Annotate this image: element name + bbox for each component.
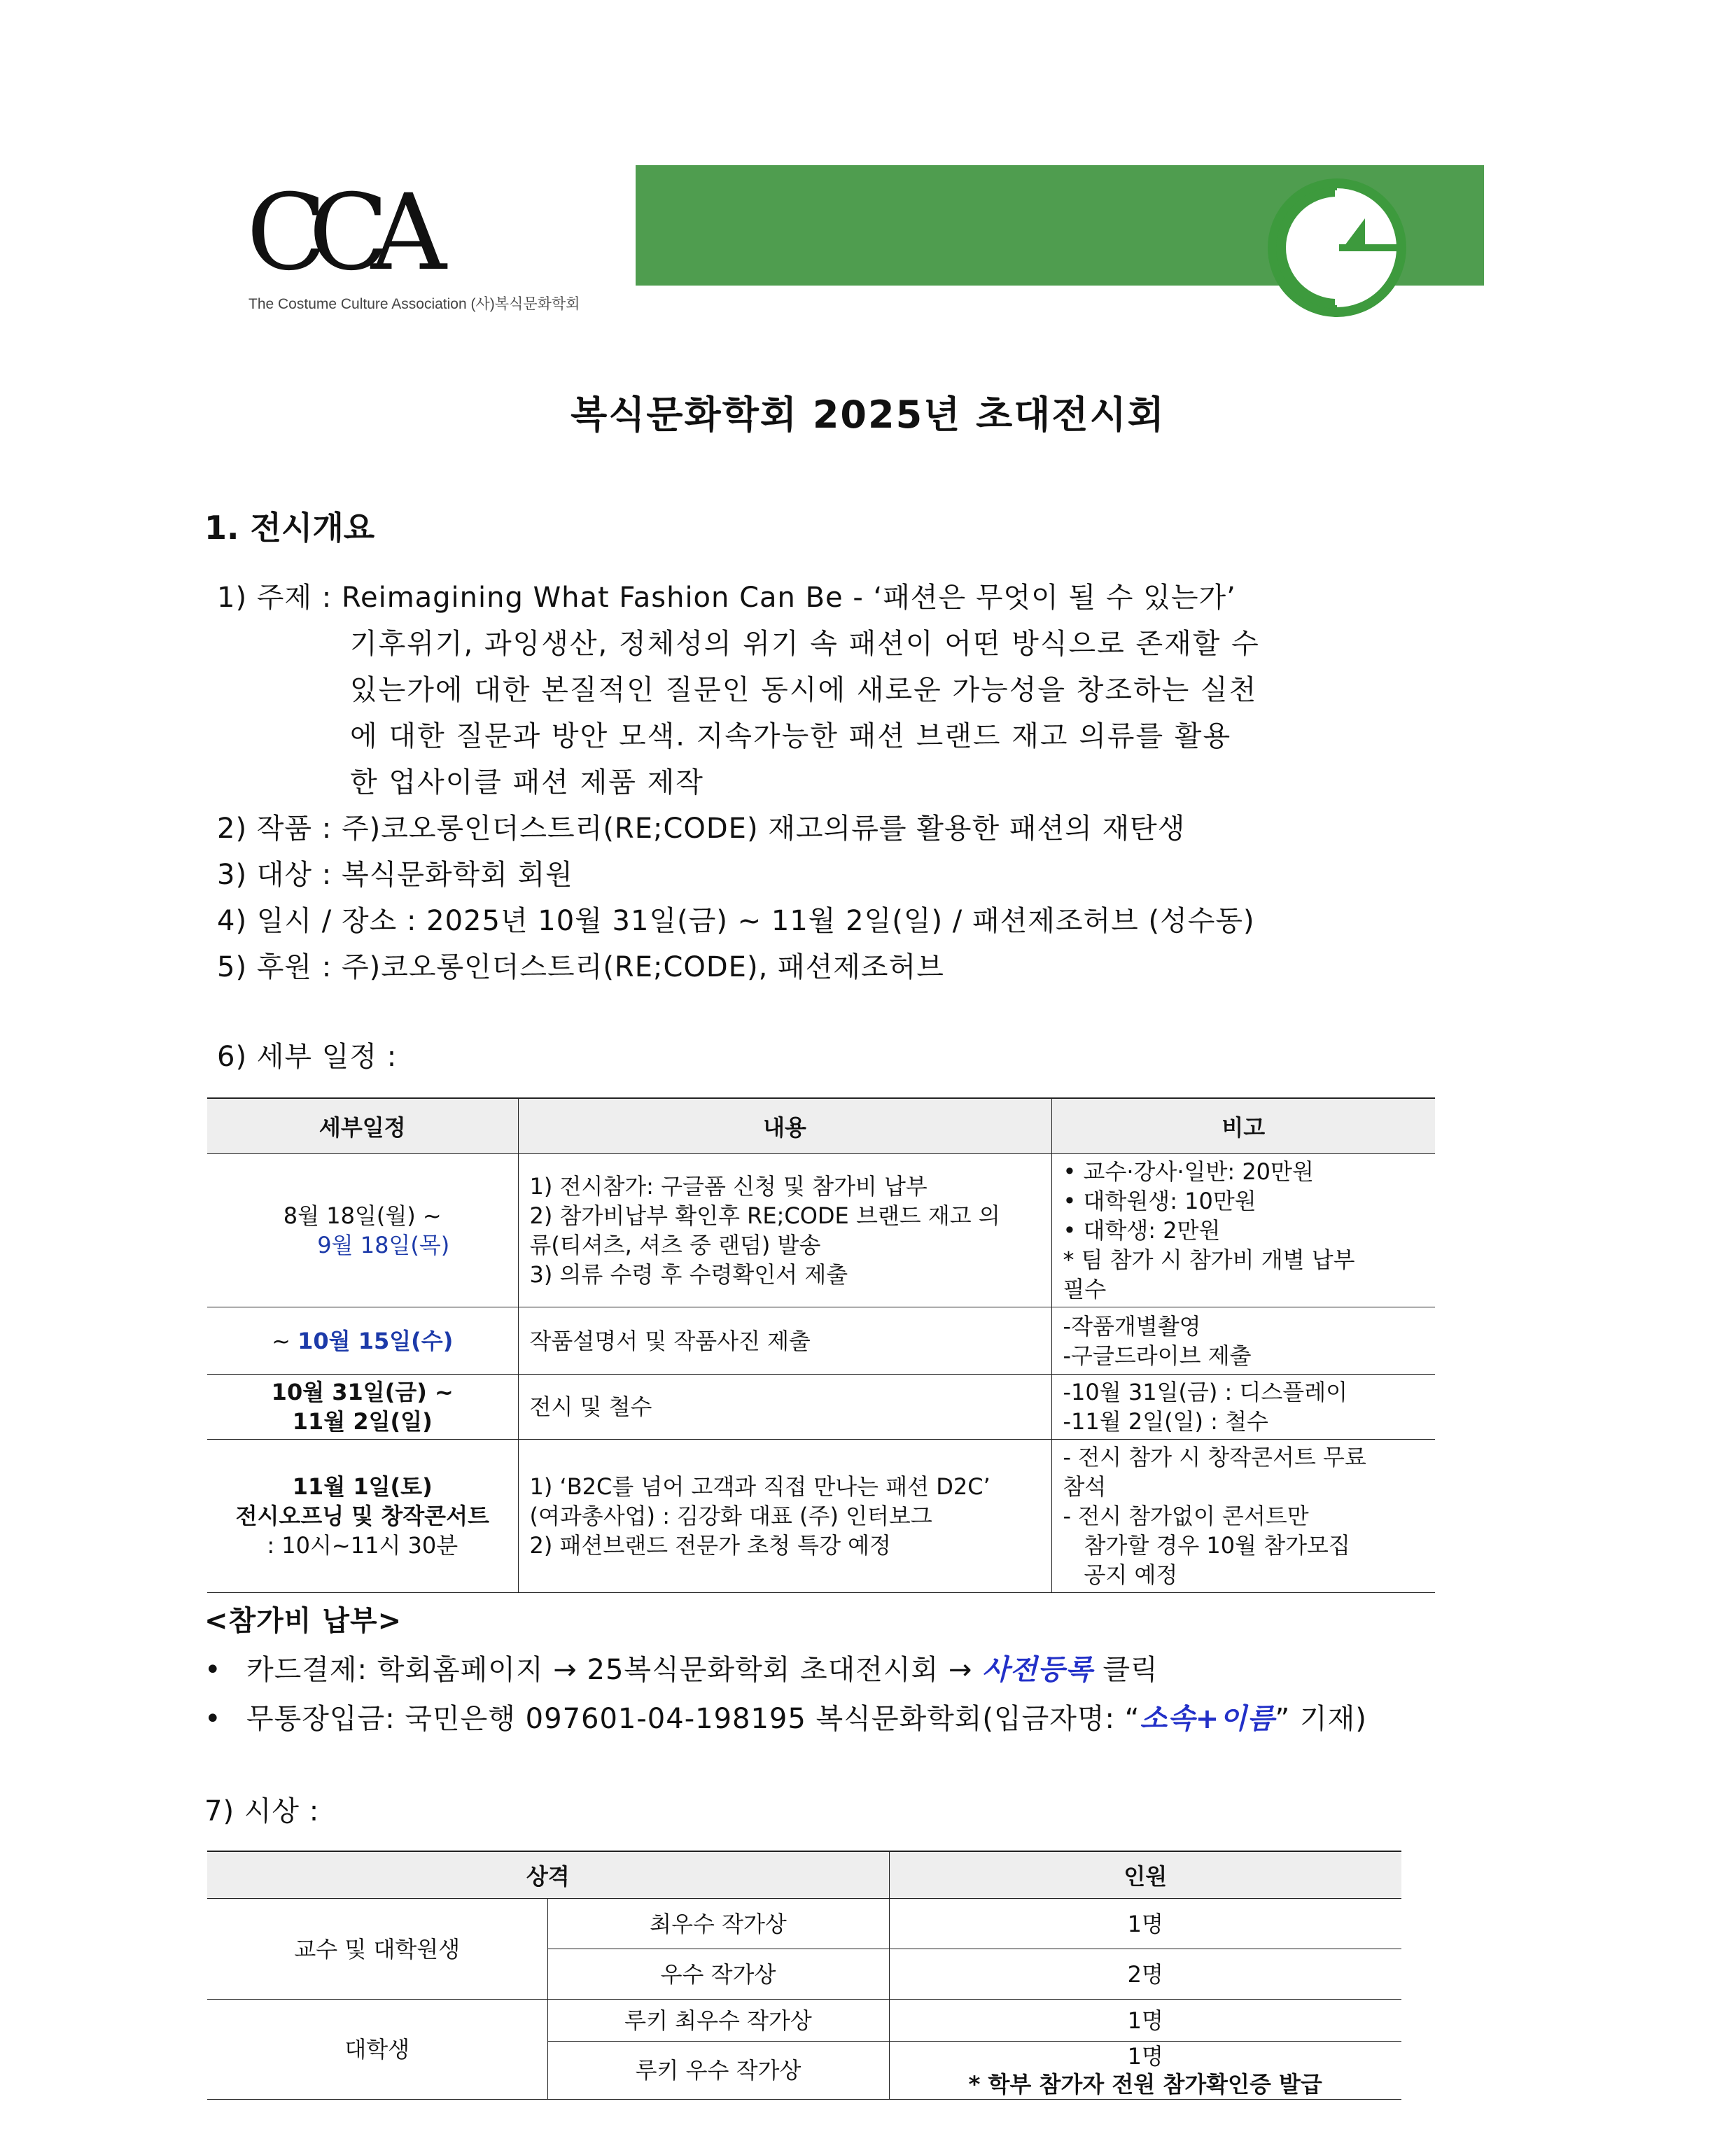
pre-registration-link[interactable]: 사전등록 <box>982 1654 1093 1686</box>
content-line: 2) 참가비납부 확인후 RE;CODE 브랜드 재고 의 <box>529 1202 1000 1229</box>
note-line: • 대학생: 2만원 <box>1063 1217 1221 1244</box>
bullet-icon: • <box>204 1654 222 1686</box>
theme-desc-3: 에 대한 질문과 방안 모색. 지속가능한 패션 브랜드 재고 의류를 활용 <box>350 720 1232 752</box>
note-line: 필수 <box>1063 1276 1107 1303</box>
award-name: 루키 최우수 작가상 <box>547 2000 889 2042</box>
date-end: 11월 2일(일) <box>292 1408 433 1435</box>
content-line: 류(티셔츠, 셔츠 중 랜덤) 발송 <box>529 1232 821 1258</box>
header-count: 인원 <box>889 1851 1401 1899</box>
awards-table <box>207 1851 1401 2100</box>
header-award: 상격 <box>207 1851 889 1899</box>
content-line: 1) ‘B2C를 넘어 고객과 직접 만나는 패션 D2C’ <box>529 1473 990 1500</box>
award-name: 최우수 작가상 <box>547 1899 889 1949</box>
award-count-with-note <box>889 2042 1401 2100</box>
note-line: -11월 2일(일) : 철수 <box>1063 1408 1268 1435</box>
note-line: * 팀 참가 시 참가비 개별 납부 <box>1063 1247 1355 1273</box>
note-line: - 전시 참가없이 콘서트만 <box>1063 1503 1309 1529</box>
schedule-date <box>207 1154 518 1307</box>
bank-payment-text: 무통장입금: 국민은행 097601-04-198195 복식문화학회(입금자명: “ <box>246 1703 1140 1735</box>
logo-caption: The Costume Culture Association (사)복식문화학회 <box>248 296 580 312</box>
content-line: 3) 의류 수령 후 수령확인서 제출 <box>529 1261 848 1288</box>
award-name: 루키 우수 작가상 <box>547 2042 889 2100</box>
award-group: 교수 및 대학원생 <box>207 1899 547 2000</box>
awards-header-row <box>207 1851 1401 1899</box>
schedule-notes <box>1051 1375 1435 1440</box>
theme-line <box>217 575 1236 615</box>
date-place-line: 4) 일시 / 장소 : 2025년 10월 31일(금) ~ 11월 2일(일) / 패션제조허브 (성수동) <box>217 905 1255 937</box>
table-row <box>207 1307 1435 1375</box>
table-row <box>207 1375 1435 1440</box>
date-end: 9월 18일(목) <box>317 1232 450 1258</box>
award-count: 2명 <box>889 1949 1401 2000</box>
deadline-date: 10월 15일(수) <box>298 1327 454 1354</box>
award-count: 1명 <box>1127 2043 1163 2070</box>
schedule-content <box>518 1154 1051 1307</box>
association-emblem-icon <box>1260 176 1414 320</box>
award-group: 대학생 <box>207 2000 547 2100</box>
schedule-notes <box>1051 1307 1435 1375</box>
schedule-content <box>518 1440 1051 1593</box>
header-schedule: 세부일정 <box>207 1098 518 1154</box>
opening-date: 11월 1일(토) <box>292 1473 433 1500</box>
award-count: 1명 <box>889 1899 1401 1949</box>
card-payment-suffix: 클릭 <box>1093 1654 1158 1686</box>
table-row <box>207 1440 1435 1593</box>
participation-note: * 학부 참가자 전원 참가확인증 발급 <box>968 2071 1322 2098</box>
theme-desc-4: 한 업사이클 패션 제품 제작 <box>350 766 704 799</box>
content-line: (여과총사업) : 김강화 대표 (주) 인터보그 <box>529 1503 932 1529</box>
schedule-date <box>207 1440 518 1593</box>
note-line: • 대학원생: 10만원 <box>1063 1188 1256 1214</box>
date-start: 8월 18일(월) ~ <box>283 1202 442 1229</box>
bullet-icon: • <box>204 1703 222 1735</box>
schedule-content: 작품설명서 및 작품사진 제출 <box>518 1307 1051 1375</box>
schedule-notes <box>1051 1154 1435 1307</box>
header-content: 내용 <box>518 1098 1051 1154</box>
sponsor-line: 5) 후원 : 주)코오롱인더스트리(RE;CODE), 패션제조허브 <box>217 951 944 983</box>
target-line: 3) 대상 : 복식문화학회 회원 <box>217 859 573 891</box>
table-row <box>207 1899 1401 1949</box>
cca-logo: CCA <box>246 172 428 294</box>
note-line: • 교수·강사·일반: 20만원 <box>1063 1158 1314 1185</box>
card-payment-text: 카드결제: 학회홈페이지 → 25복식문화학회 초대전시회 → <box>246 1654 983 1686</box>
schedule-label: 6) 세부 일정 : <box>217 1041 398 1073</box>
payment-heading: <참가비 납부> <box>204 1605 402 1637</box>
opening-time: : 10시~11시 30분 <box>267 1532 458 1559</box>
schedule-notes <box>1051 1440 1435 1593</box>
card-payment-item <box>204 1648 1158 1687</box>
note-line: 참석 <box>1063 1473 1107 1500</box>
bank-payment-item <box>204 1697 1367 1736</box>
table-row <box>207 1154 1435 1307</box>
note-line: -구글드라이브 제출 <box>1063 1342 1252 1369</box>
date-prefix: ~ <box>272 1327 298 1354</box>
theme-desc-1: 기후위기, 과잉생산, 정체성의 위기 속 패션이 어떤 방식으로 존재할 수 <box>350 628 1260 660</box>
bank-payment-suffix: ” 기재) <box>1275 1703 1367 1735</box>
opening-title: 전시오프닝 및 창작콘서트 <box>235 1503 489 1529</box>
table-row <box>207 2000 1401 2042</box>
note-line: -작품개별촬영 <box>1063 1312 1201 1340</box>
award-count: 1명 <box>889 2000 1401 2042</box>
page-title: 복식문화학회 2025년 초대전시회 <box>570 393 1166 437</box>
content-line: 2) 패션브랜드 전문가 초청 특강 예정 <box>529 1532 891 1559</box>
date-start: 10월 31일(금) ~ <box>271 1379 454 1405</box>
schedule-date <box>207 1307 518 1375</box>
note-line: 공지 예정 <box>1084 1561 1178 1588</box>
theme-desc-2: 있는가에 대한 본질적인 질문인 동시에 새로운 가능성을 창조하는 실천 <box>350 674 1258 706</box>
note-line: - 전시 참가 시 창작콘서트 무료 <box>1063 1444 1366 1470</box>
theme-text: Reimagining What Fashion Can Be - ‘패션은 무엇이 될 수 있는가’ <box>341 582 1236 614</box>
award-name: 우수 작가상 <box>547 1949 889 2000</box>
section-heading: 1. 전시개요 <box>204 509 375 547</box>
schedule-table <box>207 1097 1435 1593</box>
schedule-header-row <box>207 1098 1435 1154</box>
note-line: 참가할 경우 10월 참가모집 <box>1084 1532 1350 1559</box>
content-line: 1) 전시참가: 구글폼 신청 및 참가비 납부 <box>529 1173 927 1200</box>
awards-label: 7) 시상 : <box>204 1795 320 1827</box>
schedule-content: 전시 및 철수 <box>518 1375 1051 1440</box>
work-line: 2) 작품 : 주)코오롱인더스트리(RE;CODE) 재고의류를 활용한 패션의 재탄생 <box>217 813 1186 845</box>
schedule-date <box>207 1375 518 1440</box>
header-notes: 비고 <box>1051 1098 1435 1154</box>
depositor-name-emphasis: 소속+이름 <box>1140 1703 1275 1735</box>
theme-label: 1) 주제 : <box>217 582 342 614</box>
note-line: -10월 31일(금) : 디스플레이 <box>1063 1379 1348 1405</box>
